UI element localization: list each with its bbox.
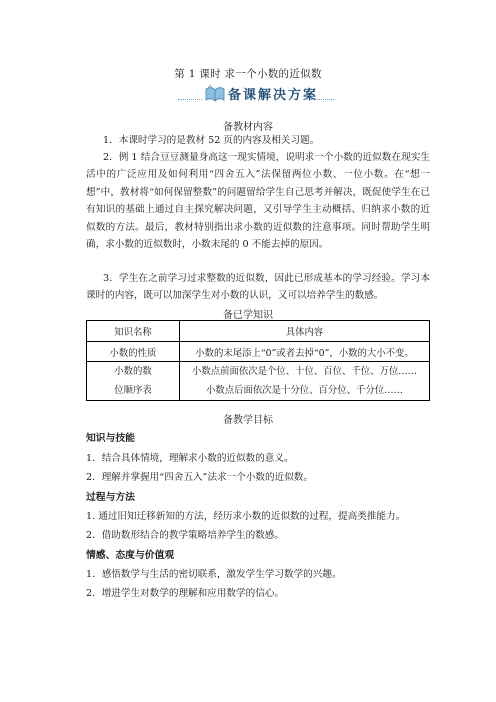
content-paragraph-2: 2．例 1 结合豆豆测量身高这一现实情境，说明求一个小数的近似数在现实生活中的广泛应用及如何利用“四舍五入”法保留两位小数、一位小数。在“想一想”中，教材将“如何保留整数”的问题留给学生自己思考并解决，既促使学生在已有知识的基础上通过自主探究解决问题，又引导学生主动概括、归纳求小数的近似数的方法。最后，教材特别指出求小数的近似数的注意事项。同时帮助学生明确，求小数的近似数时，小数末尾的 0 不能去掉的原因。 — [86, 152, 430, 251]
section-heading-known: 备已学知识 — [223, 310, 273, 321]
book-icon — [204, 85, 226, 103]
table-row — [87, 362, 430, 401]
goal-item: 1．感悟数学与生活的密切联系，激发学生学习数学的兴趣。 — [86, 569, 342, 580]
content-paragraph-1: 1．本课时学习的是教材 52 页的内容及相关习题。 — [103, 135, 320, 146]
knowledge-table — [86, 320, 430, 401]
banner-label: 备课解决方案 — [228, 88, 319, 103]
goal-group-title: 过程与方法 — [86, 492, 135, 503]
table-cell-name: 小数的数 位顺序表 — [87, 362, 180, 401]
table-header-name: 知识名称 — [87, 321, 180, 342]
banner-divider-right — [310, 99, 334, 100]
goal-group-title: 知识与技能 — [86, 433, 135, 444]
lesson-title: 第 1 课时 求一个小数的近似数 — [174, 68, 322, 80]
goal-item: 2．借助数形结合的教学策略培养学生的数感。 — [86, 530, 284, 541]
goal-item: 1．结合具体情境，理解求小数的近似数的意义。 — [86, 453, 294, 464]
goal-item: 2．理解并掌握用“四舍五入”法求一个小数的近似数。 — [86, 472, 313, 483]
table-header-content: 具体内容 — [180, 321, 430, 342]
content-paragraph-3: 3．学生在之前学习过求整数的近似数，因此已形成基本的学习经验。学习本课时的内容，既可以加深学生对小数的认识，又可以培养学生的数感。 — [86, 273, 430, 302]
goal-item: 1. 通过旧知迁移新知的方法，经历求小数的近似数的过程，提高类推能力。 — [86, 511, 406, 522]
goal-group-title: 情感、态度与价值观 — [86, 550, 175, 561]
table-cell-name: 小数的性质 — [87, 342, 180, 362]
goal-item: 2．增进学生对数学的理解和应用数学的信心。 — [86, 588, 284, 599]
section-banner — [178, 84, 334, 106]
banner-divider-left — [178, 99, 202, 100]
table-cell-content: 小数的末尾添上“0”或者去掉“0”，小数的大小不变。 — [180, 342, 430, 362]
section-heading-goals: 备教学目标 — [223, 415, 273, 426]
table-cell-content: 小数点前面依次是个位、十位、百位、千位、万位…… 小数点后面依次是十分位、百分位、千分位…… — [180, 362, 430, 401]
section-heading-content: 备教材内容 — [223, 122, 273, 133]
table-header-row — [87, 321, 430, 342]
table-row — [87, 342, 430, 362]
